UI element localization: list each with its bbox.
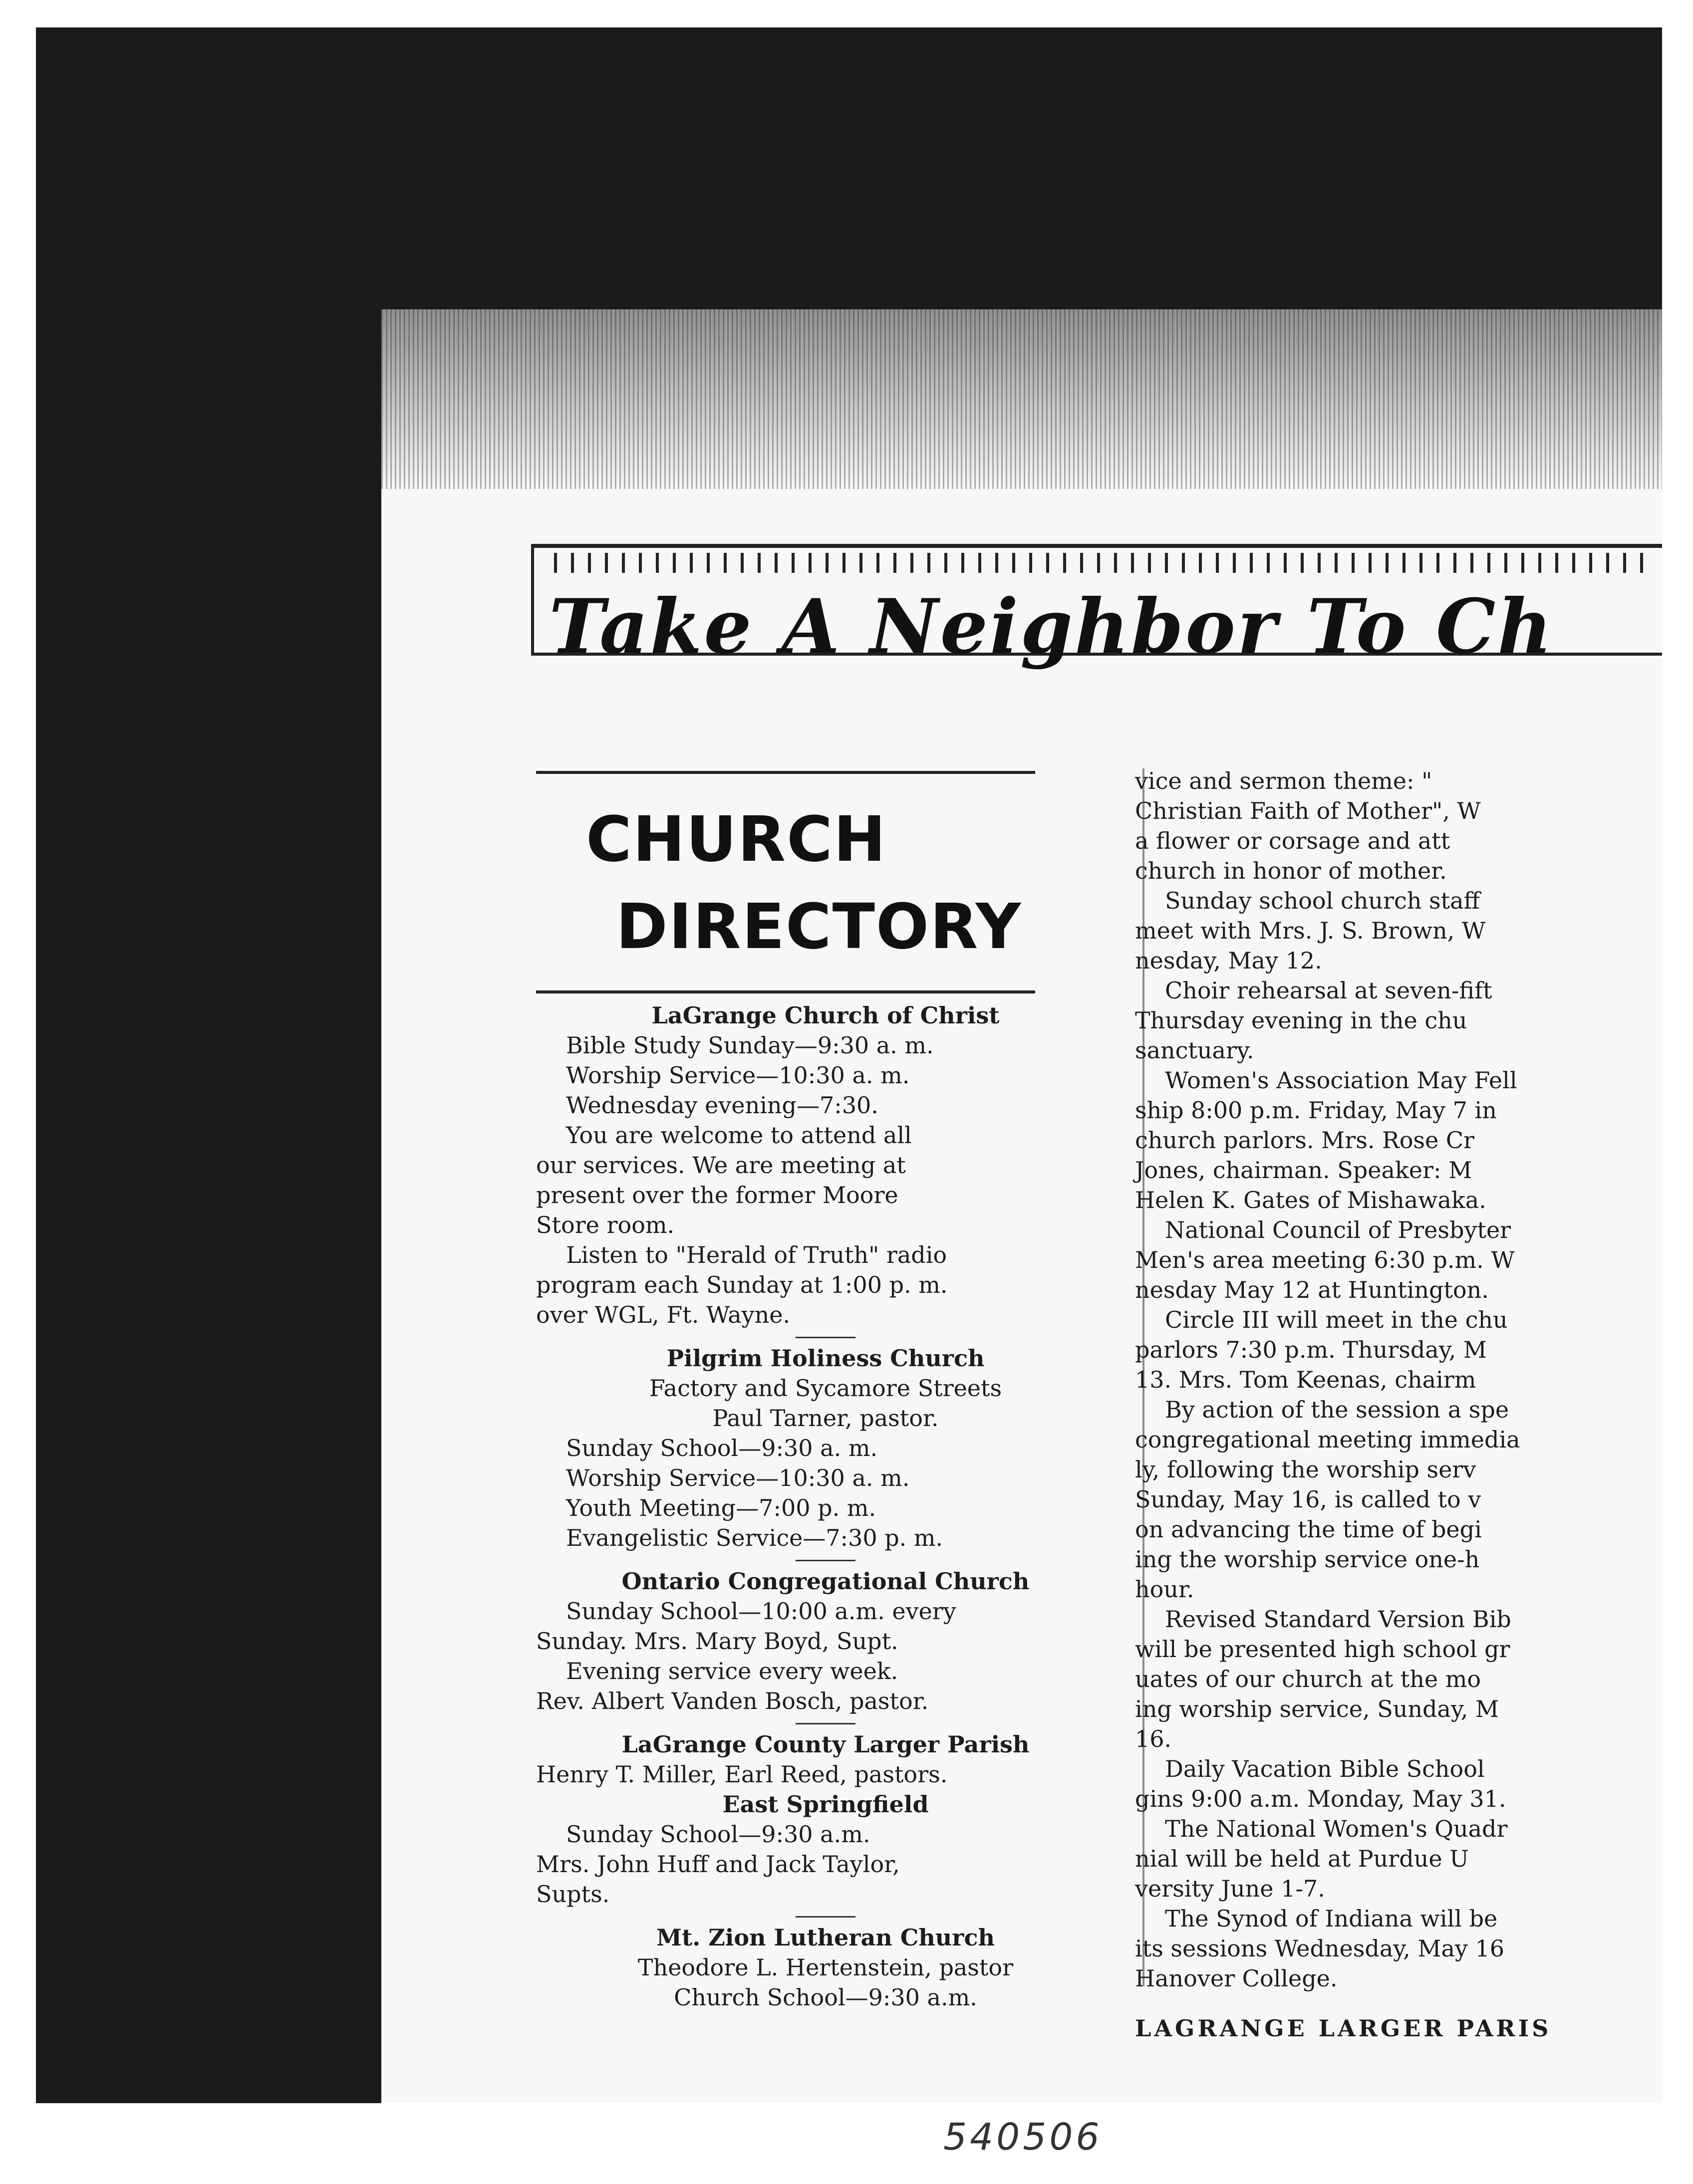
text-line: Sunday. Mrs. Mary Boyd, Supt. bbox=[536, 1628, 898, 1655]
text-line: By action of the session a spe bbox=[1165, 1396, 1509, 1423]
text-line: ship 8:00 p.m. Friday, May 7 in bbox=[1135, 1097, 1497, 1124]
section-heading: Pilgrim Holiness Church bbox=[666, 1345, 985, 1372]
text-line: Store room. bbox=[536, 1212, 675, 1238]
handwritten-note: 540506 bbox=[943, 2116, 1103, 2159]
text-line: Henry T. Miller, Earl Reed, pastors. bbox=[536, 1761, 948, 1788]
section-separator bbox=[796, 1337, 855, 1338]
text-line: Christian Faith of Mother", W bbox=[1135, 797, 1481, 824]
section-separator bbox=[796, 1560, 855, 1561]
text-line: nesday May 12 at Huntington. bbox=[1135, 1276, 1489, 1303]
text-line: Revised Standard Version Bib bbox=[1165, 1606, 1511, 1633]
text-line: Circle III will meet in the chu bbox=[1165, 1306, 1508, 1333]
text-line: 16. bbox=[1135, 1725, 1172, 1752]
section-heading: LaGrange County Larger Parish bbox=[621, 1731, 1030, 1758]
text-line: versity June 1-7. bbox=[1135, 1875, 1325, 1902]
text-line: Choir rehearsal at seven-fift bbox=[1165, 977, 1492, 1004]
text-line: present over the former Moore bbox=[536, 1182, 898, 1209]
text-line: ly, following the worship serv bbox=[1135, 1456, 1476, 1483]
directory-rule-bottom bbox=[536, 990, 1035, 993]
section-heading: Ontario Congregational Church bbox=[621, 1568, 1030, 1595]
text-line: congregational meeting immedia bbox=[1135, 1426, 1520, 1453]
text-line: Theodore L. Hertenstein, pastor bbox=[637, 1954, 1014, 1981]
text-line: Evangelistic Service—7:30 p. m. bbox=[566, 1524, 943, 1551]
text-line: Hanover College. bbox=[1135, 1965, 1338, 1992]
text-line: our services. We are meeting at bbox=[536, 1152, 906, 1179]
text-line: program each Sunday at 1:00 p. m. bbox=[536, 1271, 948, 1298]
directory-rule-top bbox=[536, 771, 1035, 774]
directory-title-line2: DIRECTORY bbox=[616, 891, 1022, 963]
text-line: church parlors. Mrs. Rose Cr bbox=[1135, 1127, 1475, 1154]
directory-title-line1: CHURCH bbox=[586, 803, 887, 876]
text-line: gins 9:00 a.m. Monday, May 31. bbox=[1135, 1785, 1506, 1812]
text-line: its sessions Wednesday, May 16 bbox=[1135, 1935, 1505, 1962]
scan-noise bbox=[381, 309, 1662, 489]
text-line: Evening service every week. bbox=[566, 1658, 898, 1685]
text-line: You are welcome to attend all bbox=[566, 1122, 912, 1149]
text-line: Jones, chairman. Speaker: M bbox=[1135, 1157, 1472, 1184]
section-heading: LaGrange Church of Christ bbox=[651, 1002, 1000, 1029]
banner-title: Take A Neighbor To Ch bbox=[549, 583, 1554, 671]
text-line: Worship Service—10:30 a. m. bbox=[566, 1062, 910, 1089]
scan-border-left bbox=[36, 27, 381, 2103]
text-line: on advancing the time of begi bbox=[1135, 1516, 1482, 1543]
text-line: will be presented high school gr bbox=[1135, 1636, 1510, 1663]
text-line: Factory and Sycamore Streets bbox=[649, 1375, 1002, 1402]
text-line: Church School—9:30 a.m. bbox=[674, 1984, 977, 2011]
text-line: Sunday School—10:00 a.m. every bbox=[566, 1598, 956, 1625]
section-separator bbox=[796, 1916, 855, 1918]
text-line: Daily Vacation Bible School bbox=[1165, 1755, 1485, 1782]
next-section-heading: LAGRANGE LARGER PARIS bbox=[1135, 2015, 1552, 2042]
text-line: Helen K. Gates of Mishawaka. bbox=[1135, 1187, 1486, 1213]
text-line: Thursday evening in the chu bbox=[1135, 1007, 1467, 1034]
text-line: Rev. Albert Vanden Bosch, pastor. bbox=[536, 1688, 929, 1714]
text-line: The Synod of Indiana will be bbox=[1165, 1905, 1498, 1932]
text-line: church in honor of mother. bbox=[1135, 857, 1447, 884]
text-line: Bible Study Sunday—9:30 a. m. bbox=[566, 1032, 934, 1059]
text-line: a flower or corsage and att bbox=[1135, 827, 1450, 854]
text-line: Paul Tarner, pastor. bbox=[712, 1405, 939, 1432]
left-column bbox=[536, 1000, 1115, 2012]
text-line: ing the worship service one-h bbox=[1135, 1546, 1480, 1573]
text-line: Sunday School—9:30 a.m. bbox=[566, 1821, 870, 1848]
text-line: Mrs. John Huff and Jack Taylor, bbox=[536, 1851, 900, 1878]
text-line: ing worship service, Sunday, M bbox=[1135, 1696, 1499, 1722]
section-heading: East Springfield bbox=[722, 1791, 929, 1818]
text-line: Supts. bbox=[536, 1881, 610, 1908]
banner bbox=[531, 544, 1662, 671]
text-line: parlors 7:30 p.m. Thursday, M bbox=[1135, 1336, 1487, 1363]
text-line: Sunday school church staff bbox=[1165, 887, 1480, 914]
text-line: nial will be held at Purdue U bbox=[1135, 1845, 1469, 1872]
text-line: 13. Mrs. Tom Keenas, chairm bbox=[1135, 1366, 1476, 1393]
text-line: sanctuary. bbox=[1135, 1037, 1254, 1064]
text-line: over WGL, Ft. Wayne. bbox=[536, 1301, 791, 1328]
text-line: Sunday, May 16, is called to v bbox=[1135, 1486, 1481, 1513]
banner-ornament bbox=[554, 553, 1652, 573]
text-line: vice and sermon theme: " bbox=[1135, 767, 1432, 794]
text-line: Wednesday evening—7:30. bbox=[566, 1092, 878, 1119]
newspaper-clipping bbox=[381, 309, 1662, 2103]
text-line: uates of our church at the mo bbox=[1135, 1666, 1481, 1693]
text-line: The National Women's Quadr bbox=[1165, 1815, 1508, 1842]
section-heading: Mt. Zion Lutheran Church bbox=[656, 1924, 995, 1951]
right-column bbox=[1135, 766, 1662, 2043]
text-line: Men's area meeting 6:30 p.m. W bbox=[1135, 1246, 1515, 1273]
text-line: meet with Mrs. J. S. Brown, W bbox=[1135, 917, 1486, 944]
text-line: Listen to "Herald of Truth" radio bbox=[566, 1241, 947, 1268]
text-line: Sunday School—9:30 a. m. bbox=[566, 1435, 878, 1461]
text-line: hour. bbox=[1135, 1576, 1194, 1603]
text-line: National Council of Presbyter bbox=[1165, 1216, 1511, 1243]
text-line: nesday, May 12. bbox=[1135, 947, 1322, 974]
text-line: Worship Service—10:30 a. m. bbox=[566, 1464, 910, 1491]
section-separator bbox=[796, 1723, 855, 1724]
text-line: Youth Meeting—7:00 p. m. bbox=[566, 1494, 876, 1521]
text-line: Women's Association May Fell bbox=[1165, 1067, 1517, 1094]
